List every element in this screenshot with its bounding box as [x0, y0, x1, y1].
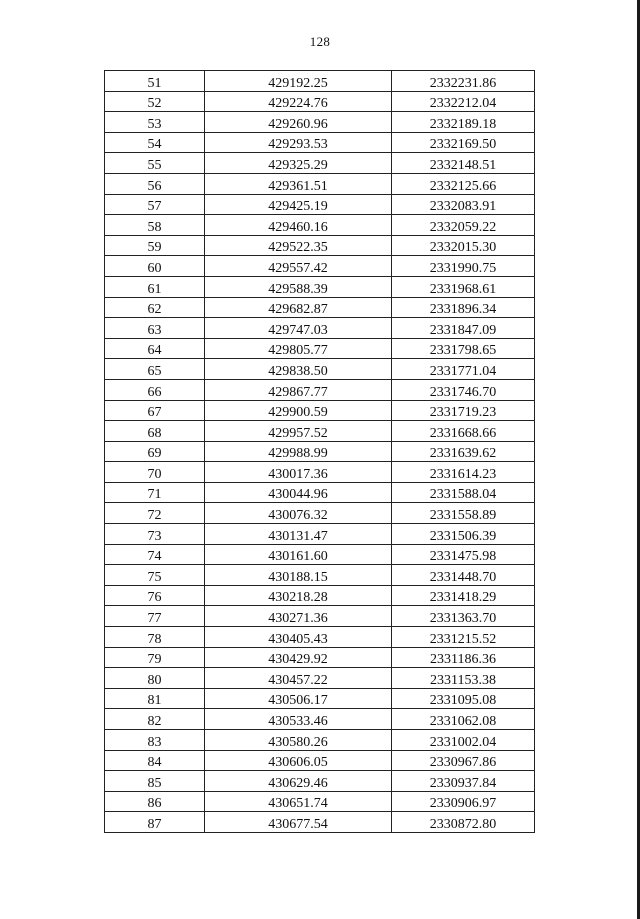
y-coordinate-cell: 2332083.91 — [392, 194, 535, 215]
x-coordinate-cell: 429838.50 — [205, 359, 392, 380]
x-coordinate-cell: 429900.59 — [205, 400, 392, 421]
coordinates-table — [104, 70, 535, 833]
coordinates-table-body — [105, 71, 535, 833]
x-coordinate-cell: 430606.05 — [205, 750, 392, 771]
table-row — [105, 503, 535, 524]
point-number-cell: 77 — [105, 606, 205, 627]
page-number: 128 — [309, 34, 331, 49]
table-row — [105, 688, 535, 709]
x-coordinate-cell: 430044.96 — [205, 482, 392, 503]
y-coordinate-cell: 2331558.89 — [392, 503, 535, 524]
x-coordinate-cell: 430506.17 — [205, 688, 392, 709]
table-row — [105, 215, 535, 236]
table-row — [105, 668, 535, 689]
table-row — [105, 544, 535, 565]
y-coordinate-cell: 2331968.61 — [392, 276, 535, 297]
point-number-cell: 71 — [105, 482, 205, 503]
x-coordinate-cell: 429988.99 — [205, 441, 392, 462]
point-number-cell: 80 — [105, 668, 205, 689]
table-row — [105, 359, 535, 380]
point-number-cell: 53 — [105, 112, 205, 133]
point-number-cell: 87 — [105, 812, 205, 833]
y-coordinate-cell: 2331475.98 — [392, 544, 535, 565]
x-coordinate-cell: 430131.47 — [205, 524, 392, 545]
x-coordinate-cell: 429522.35 — [205, 235, 392, 256]
x-coordinate-cell: 429747.03 — [205, 318, 392, 339]
point-number-cell: 57 — [105, 194, 205, 215]
x-coordinate-cell: 430651.74 — [205, 791, 392, 812]
point-number-cell: 79 — [105, 647, 205, 668]
y-coordinate-cell: 2332015.30 — [392, 235, 535, 256]
table-row — [105, 173, 535, 194]
y-coordinate-cell: 2330937.84 — [392, 771, 535, 792]
y-coordinate-cell: 2332189.18 — [392, 112, 535, 133]
x-coordinate-cell: 430218.28 — [205, 585, 392, 606]
point-number-cell: 81 — [105, 688, 205, 709]
table-row — [105, 194, 535, 215]
table-row — [105, 400, 535, 421]
y-coordinate-cell: 2331588.04 — [392, 482, 535, 503]
point-number-cell: 86 — [105, 791, 205, 812]
table-row — [105, 235, 535, 256]
point-number-cell: 68 — [105, 421, 205, 442]
y-coordinate-cell: 2332169.50 — [392, 132, 535, 153]
point-number-cell: 56 — [105, 173, 205, 194]
point-number-cell: 63 — [105, 318, 205, 339]
table-row — [105, 585, 535, 606]
y-coordinate-cell: 2331798.65 — [392, 338, 535, 359]
y-coordinate-cell: 2330906.97 — [392, 791, 535, 812]
x-coordinate-cell: 429425.19 — [205, 194, 392, 215]
point-number-cell: 61 — [105, 276, 205, 297]
x-coordinate-cell: 430076.32 — [205, 503, 392, 524]
y-coordinate-cell: 2331418.29 — [392, 585, 535, 606]
x-coordinate-cell: 429588.39 — [205, 276, 392, 297]
x-coordinate-cell: 429557.42 — [205, 256, 392, 277]
x-coordinate-cell: 429957.52 — [205, 421, 392, 442]
table-row — [105, 462, 535, 483]
x-coordinate-cell: 429192.25 — [205, 71, 392, 92]
y-coordinate-cell: 2331719.23 — [392, 400, 535, 421]
point-number-cell: 78 — [105, 627, 205, 648]
x-coordinate-cell: 430457.22 — [205, 668, 392, 689]
point-number-cell: 75 — [105, 565, 205, 586]
point-number-cell: 74 — [105, 544, 205, 565]
y-coordinate-cell: 2331847.09 — [392, 318, 535, 339]
y-coordinate-cell: 2331614.23 — [392, 462, 535, 483]
table-row — [105, 730, 535, 751]
y-coordinate-cell: 2331002.04 — [392, 730, 535, 751]
x-coordinate-cell: 430161.60 — [205, 544, 392, 565]
y-coordinate-cell: 2331990.75 — [392, 256, 535, 277]
y-coordinate-cell: 2331896.34 — [392, 297, 535, 318]
x-coordinate-cell: 429460.16 — [205, 215, 392, 236]
x-coordinate-cell: 429867.77 — [205, 379, 392, 400]
y-coordinate-cell: 2331448.70 — [392, 565, 535, 586]
point-number-cell: 52 — [105, 91, 205, 112]
x-coordinate-cell: 429361.51 — [205, 173, 392, 194]
y-coordinate-cell: 2332231.86 — [392, 71, 535, 92]
table-row — [105, 318, 535, 339]
point-number-cell: 72 — [105, 503, 205, 524]
y-coordinate-cell: 2332059.22 — [392, 215, 535, 236]
point-number-cell: 55 — [105, 153, 205, 174]
table-row — [105, 565, 535, 586]
y-coordinate-cell: 2331639.62 — [392, 441, 535, 462]
x-coordinate-cell: 429224.76 — [205, 91, 392, 112]
table-row — [105, 379, 535, 400]
point-number-cell: 69 — [105, 441, 205, 462]
table-row — [105, 791, 535, 812]
table-row — [105, 338, 535, 359]
y-coordinate-cell: 2332125.66 — [392, 173, 535, 194]
y-coordinate-cell: 2330967.86 — [392, 750, 535, 771]
point-number-cell: 66 — [105, 379, 205, 400]
y-coordinate-cell: 2331506.39 — [392, 524, 535, 545]
point-number-cell: 62 — [105, 297, 205, 318]
point-number-cell: 84 — [105, 750, 205, 771]
point-number-cell: 59 — [105, 235, 205, 256]
table-row — [105, 421, 535, 442]
x-coordinate-cell: 430533.46 — [205, 709, 392, 730]
point-number-cell: 67 — [105, 400, 205, 421]
x-coordinate-cell: 430271.36 — [205, 606, 392, 627]
table-row — [105, 482, 535, 503]
y-coordinate-cell: 2331771.04 — [392, 359, 535, 380]
point-number-cell: 60 — [105, 256, 205, 277]
table-row — [105, 524, 535, 545]
x-coordinate-cell: 429805.77 — [205, 338, 392, 359]
y-coordinate-cell: 2331668.66 — [392, 421, 535, 442]
y-coordinate-cell: 2331095.08 — [392, 688, 535, 709]
table-row — [105, 606, 535, 627]
table-row — [105, 91, 535, 112]
point-number-cell: 51 — [105, 71, 205, 92]
x-coordinate-cell: 430677.54 — [205, 812, 392, 833]
x-coordinate-cell: 429682.87 — [205, 297, 392, 318]
table-row — [105, 812, 535, 833]
table-row — [105, 647, 535, 668]
table-row — [105, 297, 535, 318]
table-row — [105, 771, 535, 792]
y-coordinate-cell: 2331363.70 — [392, 606, 535, 627]
x-coordinate-cell: 430188.15 — [205, 565, 392, 586]
point-number-cell: 83 — [105, 730, 205, 751]
y-coordinate-cell: 2331062.08 — [392, 709, 535, 730]
table-row — [105, 112, 535, 133]
table-row — [105, 153, 535, 174]
x-coordinate-cell: 430580.26 — [205, 730, 392, 751]
table-row — [105, 709, 535, 730]
table-row — [105, 256, 535, 277]
point-number-cell: 85 — [105, 771, 205, 792]
table-row — [105, 627, 535, 648]
y-coordinate-cell: 2331153.38 — [392, 668, 535, 689]
point-number-cell: 65 — [105, 359, 205, 380]
table-row — [105, 276, 535, 297]
x-coordinate-cell: 430629.46 — [205, 771, 392, 792]
point-number-cell: 73 — [105, 524, 205, 545]
y-coordinate-cell: 2330872.80 — [392, 812, 535, 833]
x-coordinate-cell: 430405.43 — [205, 627, 392, 648]
y-coordinate-cell: 2331215.52 — [392, 627, 535, 648]
x-coordinate-cell: 430429.92 — [205, 647, 392, 668]
y-coordinate-cell: 2331746.70 — [392, 379, 535, 400]
x-coordinate-cell: 430017.36 — [205, 462, 392, 483]
table-row — [105, 71, 535, 92]
x-coordinate-cell: 429260.96 — [205, 112, 392, 133]
table-row — [105, 132, 535, 153]
table-row — [105, 441, 535, 462]
point-number-cell: 76 — [105, 585, 205, 606]
y-coordinate-cell: 2332148.51 — [392, 153, 535, 174]
y-coordinate-cell: 2331186.36 — [392, 647, 535, 668]
point-number-cell: 70 — [105, 462, 205, 483]
y-coordinate-cell: 2332212.04 — [392, 91, 535, 112]
point-number-cell: 58 — [105, 215, 205, 236]
point-number-cell: 54 — [105, 132, 205, 153]
point-number-cell: 64 — [105, 338, 205, 359]
point-number-cell: 82 — [105, 709, 205, 730]
table-row — [105, 750, 535, 771]
x-coordinate-cell: 429293.53 — [205, 132, 392, 153]
x-coordinate-cell: 429325.29 — [205, 153, 392, 174]
